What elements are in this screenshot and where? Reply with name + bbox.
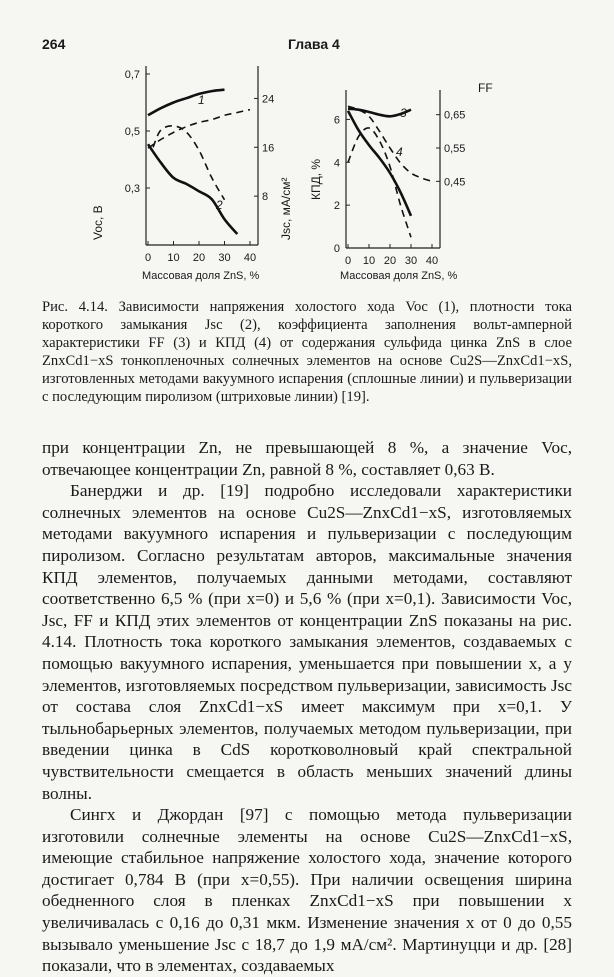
x-tick-label: 0 xyxy=(144,252,152,264)
x-tick-label: 20 xyxy=(192,252,206,264)
y-label-right: Jsc, мА/см² xyxy=(279,177,293,240)
left-tick-label: 2 xyxy=(333,200,340,213)
page-number: 264 xyxy=(42,36,66,52)
left-tick-label: 0,3 xyxy=(124,183,140,195)
series-line-1 xyxy=(148,90,225,116)
curve-label: 4 xyxy=(396,145,403,159)
x-label: Массовая доля ZnS, % xyxy=(142,270,260,282)
x-tick-label: 30 xyxy=(404,255,418,267)
left-tick-label: 0,5 xyxy=(124,126,140,138)
left-tick-label: 4 xyxy=(333,157,340,170)
series-line-1-dashed xyxy=(148,110,250,149)
x-tick-label: 40 xyxy=(425,255,439,267)
curve-label: 1 xyxy=(198,93,205,107)
chart-ff-eff xyxy=(300,60,510,285)
left-tick-label: 0 xyxy=(333,243,340,255)
left-tick-label: 0,7 xyxy=(124,69,140,81)
chart-voc-jsc xyxy=(80,60,293,285)
body-text xyxy=(42,437,572,977)
right-tick-label: 0,55 xyxy=(444,143,466,155)
x-label: Массовая доля ZnS, % xyxy=(340,270,458,282)
figure-caption: Рис. 4.14. Зависимости напряжения холостого хода Voc (1), плотности тока короткого замыкания Jsc (2), коэффициента заполнения вольт-амперной характеристики FF (3) и КПД (4) от содержания сульфида цинка ZnS в слое ZnxCd1−xS тонкопленочных солнечных элементов на основе Cu2S—ZnxCd1−xS, изготовленных методами вакуумного испарения (сплошные линии) и пульверизации с последующим пиролизом (штриховые линии) [19]. xyxy=(42,299,572,405)
series-line-4 xyxy=(348,111,411,216)
x-tick-label: 10 xyxy=(167,252,180,264)
left-tick-label: 6 xyxy=(333,114,340,127)
x-tick-label: 10 xyxy=(362,255,376,267)
x-tick-label: 40 xyxy=(243,252,257,264)
paragraph: Банерджи и др. [19] подробно исследовали характеристики солнечных элементов на основе Cu2S—ZnxCd1−xS, изготовляемых методами вакуумного испарения и пульверизации с последующим пиролизом. Согласно результатам авторов, максимальные значения КПД элементов, получаемых данными методами, составляют соответственно 6,5 % (при x=0) и 5,6 % (при x=0,1). Зависимости Voc, Jsc, FF и КПД этих элементов от концентрации ZnS показаны на рис. 4.14. Плотность тока короткого замыкания элементов, создаваемых с помощью вакуумного испарения, уменьшается при повышении x, а у элементов, изготовляемых посредством пульверизации, зависимость Jsc от состава слоя ZnxCd1−xS имеет максимум при x=0,1. У тыльнобарьерных элементов, получаемых методом пульверизации, при введении цинка в CdS коротковолновый край спектральной чувствительности смещается в область меньших значений длины волны. xyxy=(42,481,572,803)
series-line-2 xyxy=(148,144,237,234)
curve-label: 2 xyxy=(216,198,223,212)
right-tick-label: 24 xyxy=(262,93,275,106)
x-tick-label: 0 xyxy=(344,255,352,267)
y-label-right: FF xyxy=(478,81,493,95)
y-label-left: Voc, В xyxy=(91,205,105,240)
y-label-left: КПД, % xyxy=(309,158,323,200)
x-tick-label: 20 xyxy=(383,255,397,267)
right-tick-label: 8 xyxy=(262,191,269,204)
right-tick-label: 16 xyxy=(262,142,275,155)
chapter-title: Глава 4 xyxy=(288,36,340,52)
right-tick-label: 0,45 xyxy=(444,176,466,189)
x-tick-label: 30 xyxy=(218,252,231,264)
series-line-2-dashed xyxy=(153,126,224,200)
curve-label: 3 xyxy=(400,106,407,120)
right-tick-label: 0,65 xyxy=(444,109,466,122)
paragraph: при концентрации Zn, не превышающей 8 %, а значение Voc, отвечающее концентрации Zn, равной 8 %, составляет 0,63 В. xyxy=(42,438,572,479)
paragraph: Сингх и Джордан [97] с помощью метода пульверизации изготовили солнечные элементы на основе Cu2S—ZnxCd1−xS, имеющие стабильное напряжение холостого хода, значение которого достигает 0,784 В (при x=0,55). При наличии освещения ширина обедненного слоя в пленках ZnxCd1−xS при повышении x увеличивалась с 0,16 до 0,31 мкм. Изменение значения x от 0 до 0,55 вызывало уменьшение Jsc с 18,7 до 1,9 мА/см². Мартинуцци и др. [28] показали, что в элементах, создаваемых xyxy=(42,805,572,976)
